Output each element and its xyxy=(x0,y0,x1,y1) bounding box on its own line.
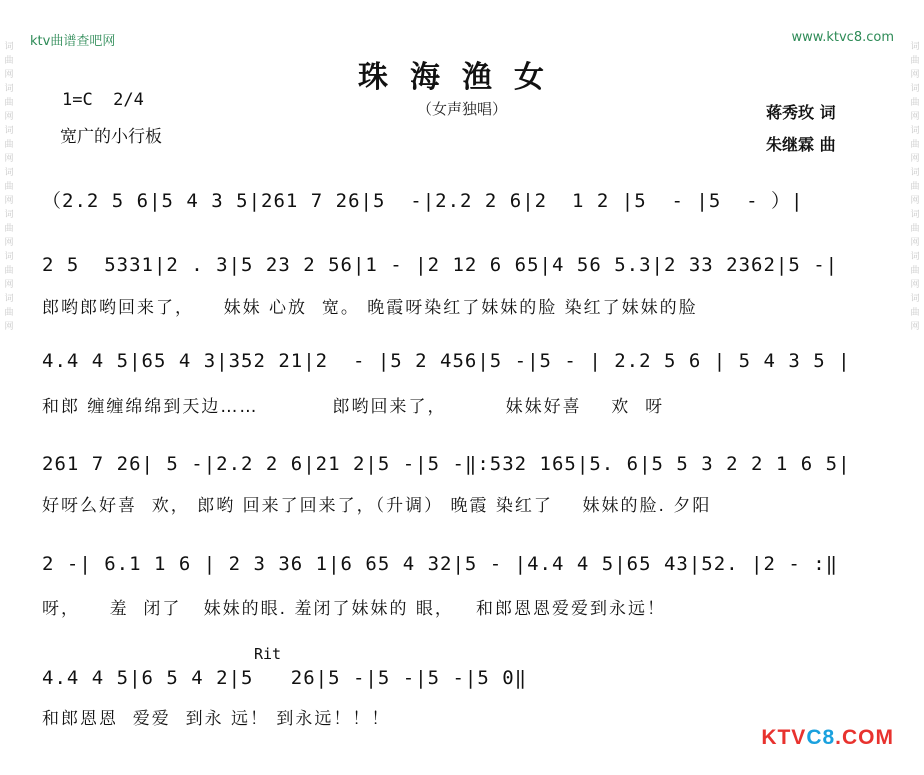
score-lyrics-5: 呀， 羞 闭了 妹妹的眼. 羞闭了妹妹的 眼， 和郎恩恩爱爱到永远！ xyxy=(42,599,667,619)
key-signature: 1=C 2/4 xyxy=(62,90,144,110)
song-title: 珠海渔女 xyxy=(358,60,566,95)
score-notes-6: 4.4 4 5|6 5 4 2|5 26|5 -|5 -|5 -|5 0‖ xyxy=(42,667,528,689)
logo-main: KTV xyxy=(761,726,807,749)
score-lyrics-2: 郎哟郎哟回来了， 妹妹 心放 宽。 晚霞呀染红了妹妹的脸 染红了妹妹的脸 xyxy=(42,298,698,318)
side-watermark-left: 词曲网词曲网词曲网词曲网词曲网词曲网词曲网 xyxy=(4,42,14,332)
logo-accent: C8 xyxy=(806,726,836,749)
lyricist-credit: 蒋秀玫 词 xyxy=(766,103,836,122)
logo-suffix: .COM xyxy=(835,726,894,749)
song-subtitle: （女声独唱） xyxy=(416,100,507,118)
composer-credit: 朱继霖 曲 xyxy=(766,135,836,154)
score-notes-5: 2 -| 6.1 1 6 | 2 3 36 1|6 65 4 32|5 - |4.4 4 5|65 43|52. |2 - :‖ xyxy=(42,553,839,575)
site-logo xyxy=(761,726,894,750)
score-lyrics-6: 和郎恩恩 爱爱 到永 远！ 到永远！！！ xyxy=(42,709,391,729)
score-notes-1: （2.2 5 6|5 4 3 5|261 7 26|5 -|2.2 2 6|2 1 2 |5 - |5 - ）| xyxy=(42,190,804,212)
tempo-marking: 宽广的小行板 xyxy=(60,127,162,147)
score-lyrics-4: 好呀么好喜 欢， 郎哟 回来了回来了，（升调） 晚霞 染红了 妹妹的脸. 夕阳 xyxy=(42,496,712,516)
score-lyrics-3: 和郎 缠缠绵绵到天边…… 郎哟回来了， 妹妹好喜 欢 呀 xyxy=(42,397,665,417)
watermark-left: ktv曲谱查吧网 xyxy=(30,34,116,49)
watermark-right: www.ktvc8.com xyxy=(791,30,894,45)
score-notes-2: 2 5 5331|2 . 3|5 23 2 56|1 - |2 12 6 65|4 56 5.3|2 33 2362|5 -| xyxy=(42,254,839,276)
side-watermark-right: 词曲网词曲网词曲网词曲网词曲网词曲网词曲网 xyxy=(910,42,920,332)
score-notes-4: 261 7 26| 5 -|2.2 2 6|21 2|5 -|5 -‖:532 165|5. 6|5 5 3 2 2 1 6 5| xyxy=(42,453,851,475)
ritardando-mark: Rit xyxy=(254,645,282,663)
score-notes-3: 4.4 4 5|65 4 3|352 21|2 - |5 2 456|5 -|5 - | 2.2 5 6 | 5 4 3 5 | xyxy=(42,350,851,372)
